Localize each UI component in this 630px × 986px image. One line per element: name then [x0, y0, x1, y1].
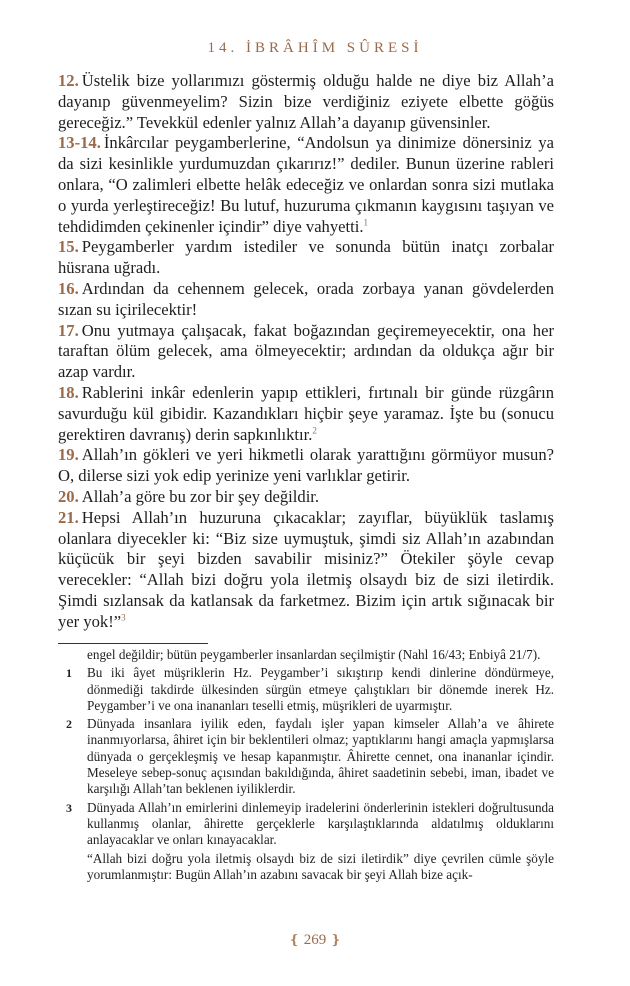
ornament-left-icon: ❴ — [288, 932, 300, 947]
verse-number: 17. — [58, 320, 79, 340]
verse-text: Allah’ın gökleri ve yeri hikmetli olarak yarattığını görmüyor musun? O, dilerse sizi yok edip yerinize yeni varlıklar getirir. — [58, 445, 554, 486]
verse — [58, 71, 554, 133]
verse-number: 20. — [58, 486, 79, 506]
footnote — [58, 665, 554, 714]
verse-number: 21. — [58, 507, 79, 527]
footnote — [58, 647, 554, 663]
verse-text: Peygamberler yardım istediler ve sonunda bütün inatçı zorbalar hüsrana uğradı. — [58, 237, 554, 278]
verse — [58, 133, 554, 237]
verse-number: 15. — [58, 237, 79, 257]
verse — [58, 237, 554, 279]
verse-text: Üstelik bize yollarımızı göstermiş olduğu halde ne diye biz Allah’a dayanıp güvenmeyelim? Sizin bize verdiğiniz eziyete elbette göğüs gereceğiz.” Tevekkül edenler yalnız Allah’a dayanıp güvensinler. — [58, 71, 554, 132]
ornament-right-icon: ❵ — [330, 932, 342, 947]
footnote-text: “Allah bizi doğru yola iletmiş olsaydı biz de sizi iletirdik” diye çevrilen cümle şöyle yorumlanmıştır: Bugün Allah’ın azabını savacak bir şeyi Allah bize açık- — [87, 850, 554, 882]
verse-text: Allah’a göre bu zor bir şey değildir. — [81, 486, 320, 506]
footnote-number: 2 — [66, 717, 72, 732]
verse-text: Rablerini inkâr edenlerin yapıp ettikleri, fırtınalı bir günde rüzgârın savurduğu kül gibidir. Kazandıkları hiçbir şeye yaramaz. İşte bu (sonucu gerektiren davranış) derin sapkınlıktır. — [58, 382, 554, 444]
footnote-number: 1 — [66, 666, 72, 681]
footnote-text: Dünyada insanlara iyilik eden, faydalı işler yapan kimseler Allah’a ve âhirete inanmıyorlarsa, âhiret için bir beklentileri olmaz; yaptıklarını hangi amaçla yapmışlarsa dünyada o gerçekleşmiş ve hesap kapanmıştır. Âhirette cennet, ona inananlar içindir. Meseleye sebep-sonuç açısından bakıldığında, âhiret saadetinin sebebi, iman, ibadet ve karşılığı Allah’tan beklenen iyiliklerdir. — [87, 716, 554, 797]
verse — [58, 508, 554, 633]
footnote — [58, 800, 554, 849]
footnote-marker: 1 — [363, 217, 368, 228]
verse — [58, 321, 554, 383]
verse-text: Onu yutmaya çalışacak, fakat boğazından geçiremeyecektir, ona her taraftan ölüm gelecek, ama ölmeyecektir; ardından da oldukça ağır bir azap vardır. — [58, 320, 554, 382]
verse-number: 13-14. — [58, 133, 101, 153]
verse-number: 16. — [58, 278, 79, 298]
footnote-text: Bu iki âyet müşriklerin Hz. Peygamber’i sıkıştırıp kendi dinlerine döndürmeye, dönmediği takdirde ülkesinden sürgün etmeye çalıştıkları bir dönemde inerek Hz. Peygamber’i ve ona inananları teselli etmiş, müşrikleri de uyarmıştır. — [87, 665, 554, 713]
footnote-marker: 2 — [312, 425, 317, 436]
verse — [58, 445, 554, 487]
footnote-number: 3 — [66, 800, 72, 815]
verse — [58, 487, 554, 508]
running-header: 14. İBRÂHÎM SÛRESİ — [207, 40, 423, 56]
page-number-text: 269 — [303, 932, 327, 948]
verse-text: İnkârcılar peygamberlerine, “Andolsun ya dinimize dönersiniz ya da sizi kesinlikle yurdumuzdan çıkarırız!” dediler. Bunun üzerine rableri onlara, “O zalimleri elbette helâk edeceğiz ve onlardan sonra sizi mutlaka o yurda yerleştireceğiz! Bu lutuf, huzuruma çıkmanın kaygısını taşıyan ve tehdidimden çekinenler içindir” diye vahyetti. — [58, 133, 554, 236]
verse-number: 19. — [58, 445, 79, 465]
footnote — [58, 716, 554, 797]
verse-number: 18. — [58, 382, 79, 402]
verse-number: 12. — [58, 71, 79, 90]
verse-text: Ardından da cehennem gelecek, orada zorbaya yanan gövdelerden sızan su içirilecektir! — [58, 278, 554, 319]
verse-block — [58, 71, 554, 633]
footnote-separator — [58, 643, 208, 644]
page-number — [0, 932, 630, 949]
verse-text: Hepsi Allah’ın huzuruna çıkacaklar; zayıflar, büyüklük taslamış olanlara diyecekler ki: “Biz size uymuştuk, şimdi siz Allah’ın azabından küçücük bir şeyi bizden savabilir misiniz?” Ötekiler şöyle cevap verecekler: “Allah bizi doğru yola iletmiş olsaydı biz de sizi iletirdik. Şimdi sızlansak da katlansak da farketmez. Bizim için artık sığınacak bir yer yok!” — [58, 507, 554, 631]
footnote — [58, 851, 554, 884]
footnote-text: engel değildir; bütün peygamberler insanlardan seçilmiştir (Nahl 16/43; Enbiyâ 21/7). — [87, 647, 541, 662]
verse — [58, 383, 554, 445]
footnote-marker: 3 — [121, 612, 126, 623]
footnote-text: Dünyada Allah’ın emirlerini dinlemeyip iradelerini önderlerinin istekleri doğrultusunda kullanmış olanlar, âhirette gerçeklerle karşılaştıklarında aldatılmış olduklarını anlayacaklar ve onları kınayacaklar. — [87, 799, 554, 848]
verse — [58, 279, 554, 321]
footnotes — [58, 647, 554, 885]
